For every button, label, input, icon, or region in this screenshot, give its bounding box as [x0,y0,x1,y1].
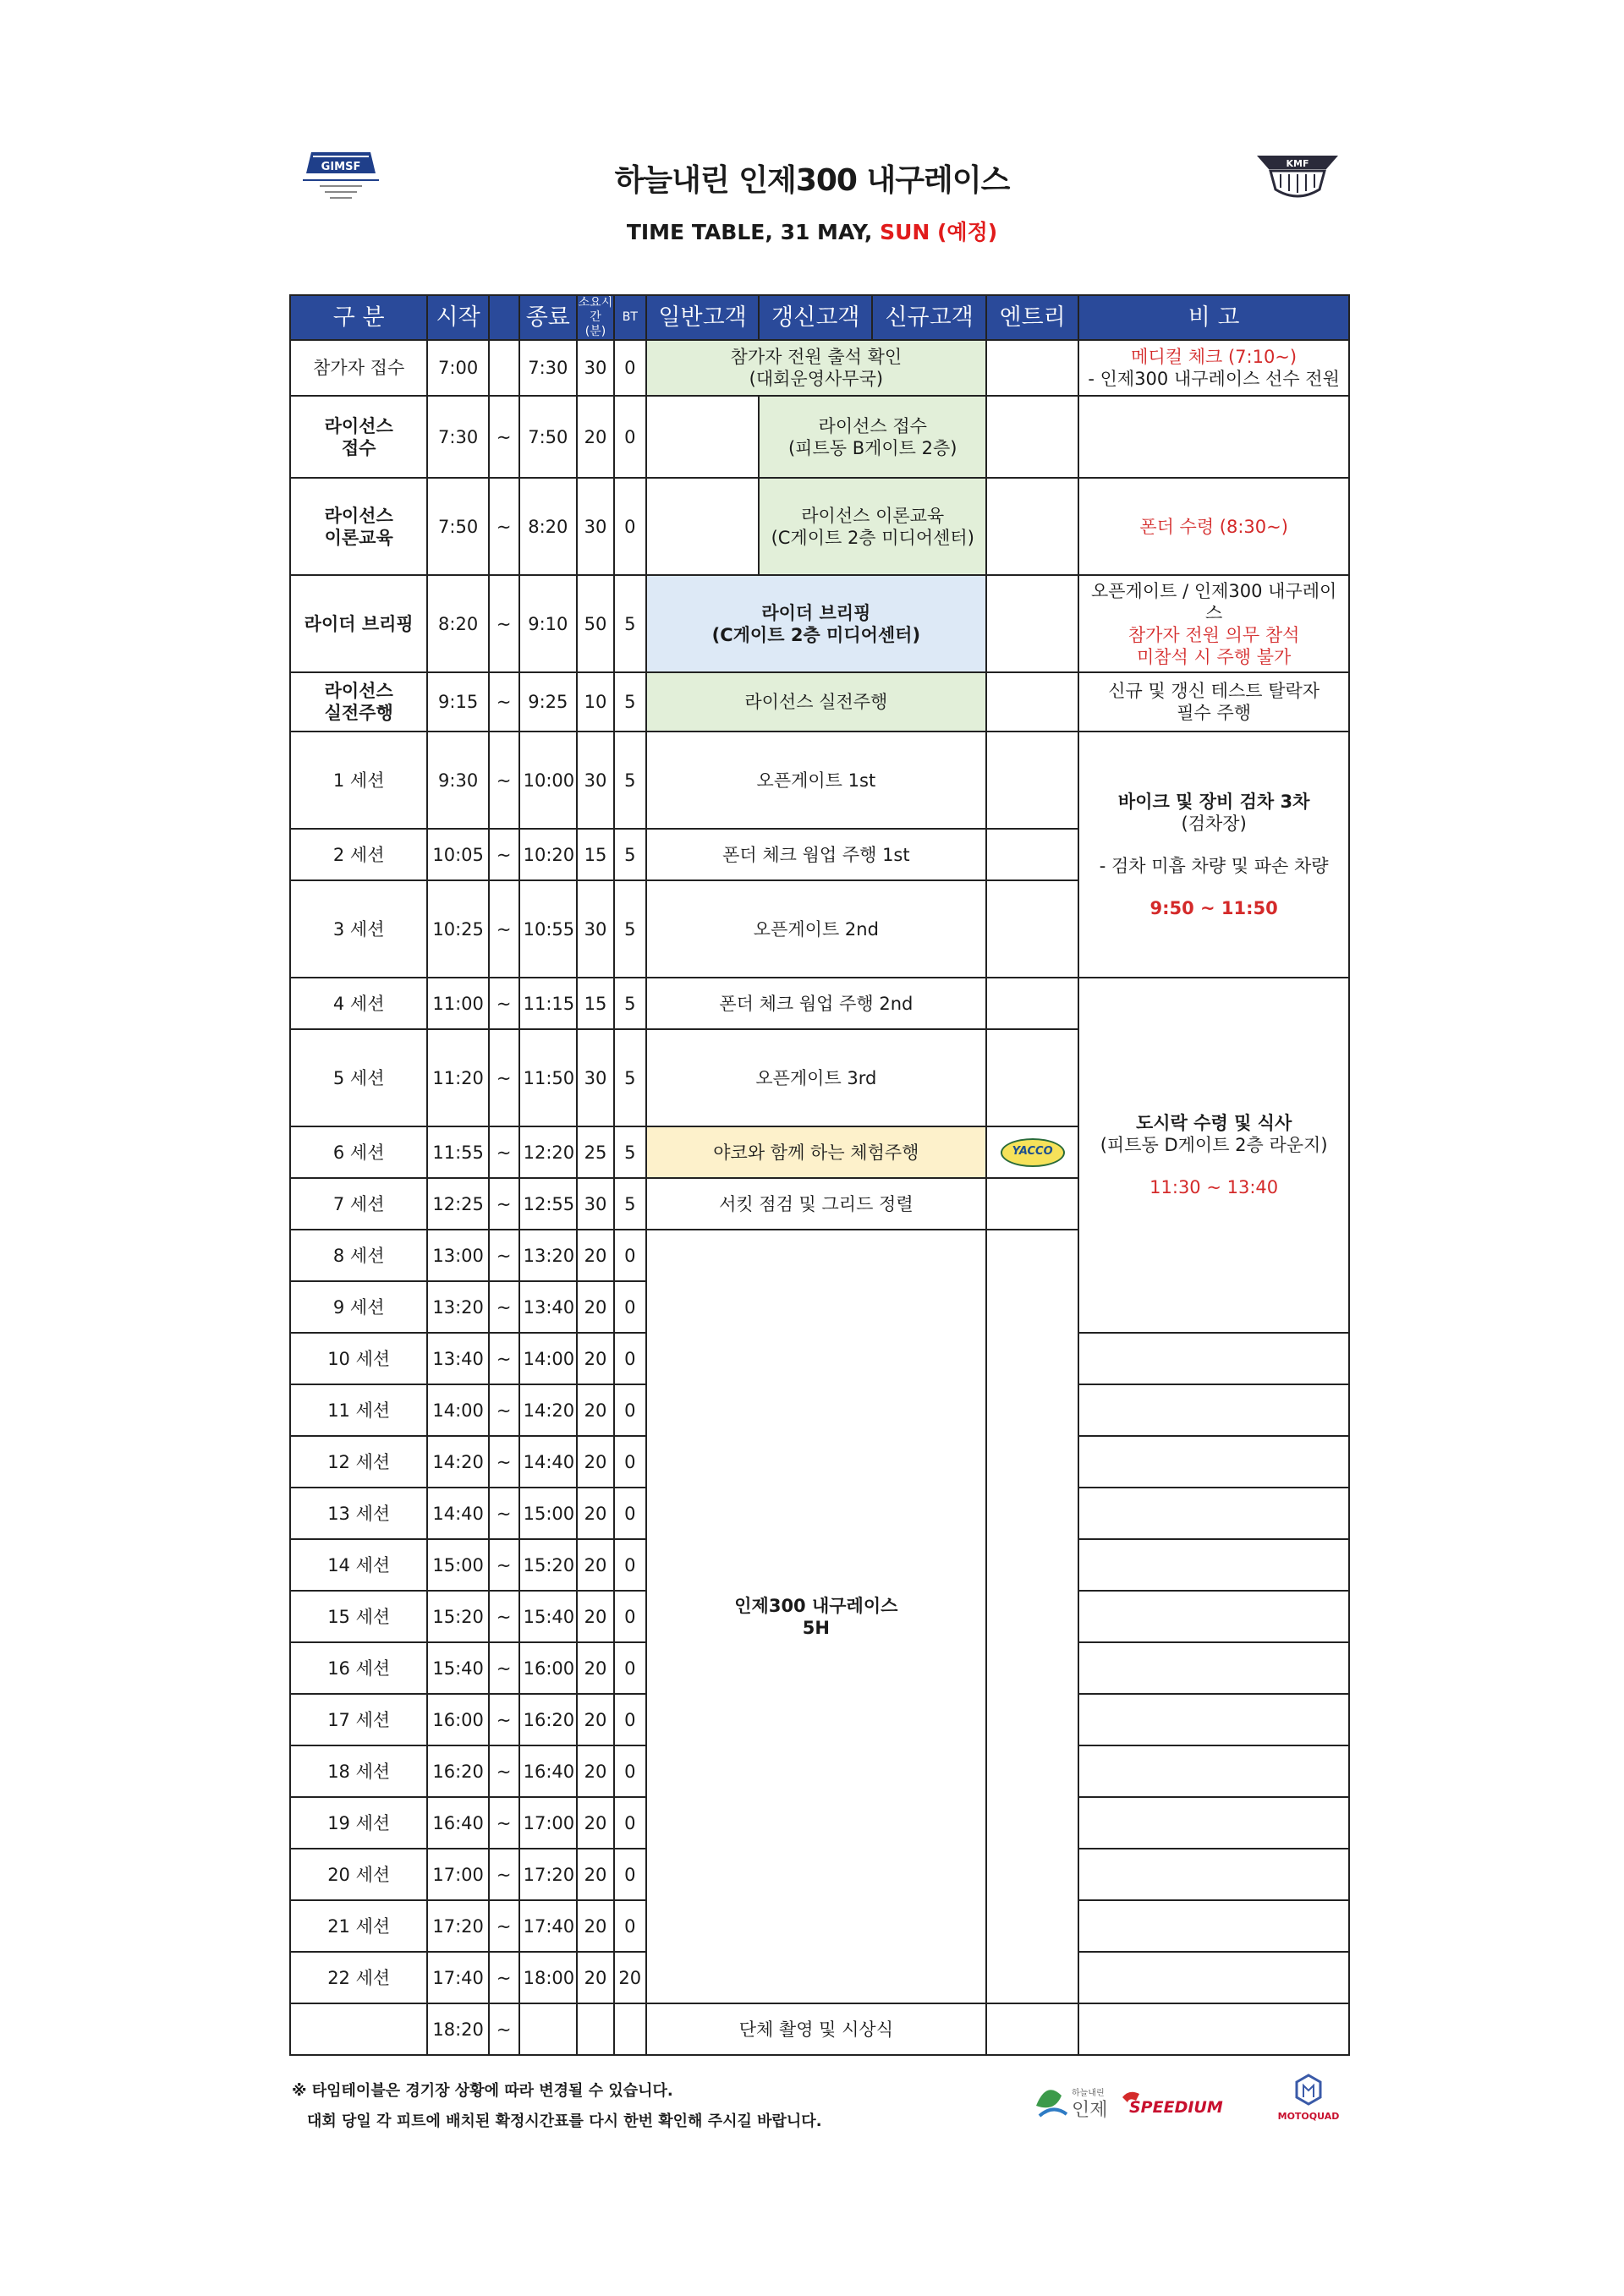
col-renewal: 갱신고객 [759,295,872,340]
cell-start: 10:25 [427,880,489,978]
svg-text:MOTOQUAD: MOTOQUAD [1277,2111,1340,2122]
cell-note [1078,1745,1349,1797]
cell-bt: 5 [614,672,646,732]
cell-end: 8:20 [519,478,577,575]
cell-category: 20 세션 [290,1849,427,1900]
cell-sep: ~ [489,880,519,978]
note-medical: 메디컬 체크 (7:10~) [1131,347,1298,367]
cell-bt: 20 [614,1952,646,2003]
cell-sep: ~ [489,1900,519,1952]
cell-category: 3 세션 [290,880,427,978]
col-bt: BT [614,295,646,340]
cell-category: 17 세션 [290,1694,427,1745]
cell-duration: 20 [577,1797,614,1849]
cell-entry [986,1178,1078,1230]
cell-end: 9:25 [519,672,577,732]
cell-end: 7:50 [519,396,577,478]
table-row [290,978,1349,1029]
cell-end: 16:20 [519,1694,577,1745]
cell-activity: 폰더 체크 웜업 주행 1st [646,829,986,880]
cell-sep: ~ [489,1797,519,1849]
cell-entry [986,340,1078,396]
cell-duration: 30 [577,478,614,575]
cell-duration: 20 [577,1384,614,1436]
header-row [290,295,1349,340]
svg-text:GIMSF: GIMSF [321,161,361,173]
cell-category [290,2003,427,2055]
cell-end: 14:40 [519,1436,577,1488]
cell-duration: 20 [577,1694,614,1745]
cell-end: 12:20 [519,1126,577,1178]
svg-text:인제: 인제 [1072,2100,1108,2121]
table-row [290,478,1349,575]
cell-category: 라이선스 이론교육 [290,478,427,575]
lunch-title: 도시락 수령 및 식사 [1136,1113,1292,1133]
cell-sep: ~ [489,1126,519,1178]
cell-start: 17:00 [427,1849,489,1900]
cell-end: 14:00 [519,1333,577,1384]
cell-category: 18 세션 [290,1745,427,1797]
cell-note [1078,1694,1349,1745]
sponsor-logos [1028,2072,1349,2131]
page-subtitle [0,216,1624,246]
cell-sep: ~ [489,478,519,575]
cell-start: 17:20 [427,1900,489,1952]
cell-start: 18:20 [427,2003,489,2055]
cell-activity: 단체 촬영 및 시상식 [646,2003,986,2055]
inspection-note: - 검차 미흡 차량 및 파손 차량 [1099,855,1329,876]
cell-duration: 20 [577,1849,614,1900]
cell-start: 15:20 [427,1591,489,1642]
inspection-title: 바이크 및 장비 검차 3차 [1117,791,1310,812]
cell-start: 8:20 [427,575,489,672]
cell-category: 2 세션 [290,829,427,880]
cell-bt: 5 [614,978,646,1029]
cell-end: 15:00 [519,1488,577,1539]
svg-text:하늘내린: 하늘내린 [1072,2089,1105,2098]
cell-start: 11:00 [427,978,489,1029]
cell-bt: 0 [614,1849,646,1900]
cell-sep: ~ [489,1745,519,1797]
cell-category: 4 세션 [290,978,427,1029]
motoquad-logo [1278,2075,1340,2122]
note-briefing: 오픈게이트 / 인제300 내구레이스 [1090,580,1337,623]
cell-end [519,2003,577,2055]
cell-sep: ~ [489,1178,519,1230]
cell-category: 12 세션 [290,1436,427,1488]
cell-sep: ~ [489,978,519,1029]
cell-start: 9:15 [427,672,489,732]
cell-sep: ~ [489,575,519,672]
cell-general [646,478,760,575]
cell-entry [986,396,1078,478]
cell-note [1078,2003,1349,2055]
table-row [290,575,1349,672]
cell-bt [614,2003,646,2055]
cell-start: 14:40 [427,1488,489,1539]
col-entry: 엔트리 [986,295,1078,340]
cell-duration: 20 [577,1745,614,1797]
cell-note-lunch [1078,978,1349,1333]
cell-duration: 30 [577,1029,614,1126]
cell-bt: 5 [614,1029,646,1126]
cell-activity: 참가자 전원 출석 확인 (대회운영사무국) [646,340,986,396]
cell-activity: 라이선스 접수 (피트동 B게이트 2층) [759,396,986,478]
footer-note-line1: ※ 타임테이블은 경기장 상황에 따라 변경될 수 있습니다. [292,2082,673,2100]
cell-duration: 20 [577,1281,614,1333]
cell-duration: 20 [577,1952,614,2003]
cell-note [1078,1952,1349,2003]
cell-race: 인제300 내구레이스 5H [646,1230,986,2003]
cell-start: 14:00 [427,1384,489,1436]
page-title: 하늘내린 인제300 내구레이스 [614,163,1010,198]
cell-activity: 오픈게이트 3rd [646,1029,986,1126]
cell-end: 10:00 [519,732,577,829]
note-briefing-required: 참가자 전원 의무 참석 미참석 시 주행 불가 [1127,624,1300,667]
cell-end: 18:00 [519,1952,577,2003]
cell-sep: ~ [489,1436,519,1488]
cell-sep: ~ [489,1849,519,1900]
cell-duration: 30 [577,1178,614,1230]
cell-duration: 20 [577,1642,614,1694]
cell-entry [986,2003,1078,2055]
cell-note [1078,575,1349,672]
cell-end: 13:20 [519,1230,577,1281]
cell-activity: 폰더 체크 웜업 주행 2nd [646,978,986,1029]
cell-bt: 0 [614,1900,646,1952]
cell-bt: 5 [614,575,646,672]
cell-end: 7:30 [519,340,577,396]
note-medical-sub: - 인제300 내구레이스 선수 전원 [1088,369,1340,389]
cell-category: 6 세션 [290,1126,427,1178]
subtitle-text: TIME TABLE, 31 MAY, [626,220,881,244]
cell-start: 15:40 [427,1642,489,1694]
cell-start: 7:30 [427,396,489,478]
cell-entry [986,829,1078,880]
cell-note [1078,1384,1349,1436]
cell-category: 참가자 접수 [290,340,427,396]
table-row [290,340,1349,396]
cell-category: 7 세션 [290,1178,427,1230]
cell-note [1078,1436,1349,1488]
svg-text:SPEEDIUM: SPEEDIUM [1129,2098,1223,2117]
cell-bt: 0 [614,1333,646,1384]
cell-note [1078,396,1349,478]
lunch-place: (피트동 D게이트 2층 라운지) [1100,1135,1328,1155]
subtitle-day: SUN (예정) [880,220,998,244]
cell-category: 21 세션 [290,1900,427,1952]
cell-note: 신규 및 갱신 테스트 탈락자 필수 주행 [1078,672,1349,732]
cell-start: 9:30 [427,732,489,829]
cell-bt: 5 [614,732,646,829]
cell-category: 9 세션 [290,1281,427,1333]
cell-entry [986,978,1078,1029]
cell-duration [577,2003,614,2055]
cell-bt: 0 [614,1281,646,1333]
cell-sep: ~ [489,396,519,478]
cell-end: 14:20 [519,1384,577,1436]
cell-category: 13 세션 [290,1488,427,1539]
cell-sep: ~ [489,1384,519,1436]
cell-sep: ~ [489,1230,519,1281]
cell-start: 11:55 [427,1126,489,1178]
cell-bt: 5 [614,1178,646,1230]
cell-bt: 0 [614,340,646,396]
cell-entry [986,1029,1078,1126]
cell-sep: ~ [489,1029,519,1126]
cell-sep: ~ [489,672,519,732]
cell-bt: 0 [614,1488,646,1539]
cell-start: 14:20 [427,1436,489,1488]
cell-end: 13:40 [519,1281,577,1333]
cell-duration: 15 [577,829,614,880]
cell-entry [986,880,1078,978]
timetable [289,294,1350,2056]
cell-duration: 20 [577,1539,614,1591]
cell-bt: 0 [614,1797,646,1849]
cell-category: 5 세션 [290,1029,427,1126]
cell-duration: 20 [577,1230,614,1281]
cell-duration: 50 [577,575,614,672]
cell-note [1078,1488,1349,1539]
cell-note [1078,1900,1349,1952]
cell-note-inspection [1078,732,1349,978]
cell-duration: 20 [577,1436,614,1488]
cell-sep: ~ [489,1281,519,1333]
cell-start: 13:40 [427,1333,489,1384]
yacco-logo: YACCO [1001,1138,1065,1167]
cell-start: 13:20 [427,1281,489,1333]
cell-activity: 오픈게이트 2nd [646,880,986,978]
cell-sep: ~ [489,1952,519,2003]
table-row [290,396,1349,478]
cell-category: 라이선스 접수 [290,396,427,478]
cell-bt: 0 [614,396,646,478]
cell-sep: ~ [489,1333,519,1384]
cell-bt: 5 [614,829,646,880]
cell-activity: 야코와 함께 하는 체험주행 [646,1126,986,1178]
cell-start: 10:05 [427,829,489,880]
cell-category: 16 세션 [290,1642,427,1694]
cell-entry [986,732,1078,829]
cell-category: 14 세션 [290,1539,427,1591]
cell-duration: 20 [577,1488,614,1539]
cell-start: 7:50 [427,478,489,575]
cell-duration: 30 [577,880,614,978]
cell-sep: ~ [489,732,519,829]
cell-entry [986,575,1078,672]
cell-start: 16:20 [427,1745,489,1797]
cell-end: 16:40 [519,1745,577,1797]
table-row [290,2003,1349,2055]
cell-bt: 5 [614,1126,646,1178]
cell-activity: 오픈게이트 1st [646,732,986,829]
cell-bt: 0 [614,1642,646,1694]
cell-start: 7:00 [427,340,489,396]
cell-bt: 5 [614,880,646,978]
cell-note [1078,340,1349,396]
cell-end: 17:00 [519,1797,577,1849]
cell-sep: ~ [489,1488,519,1539]
cell-activity: 라이선스 이론교육 (C게이트 2층 미디어센터) [759,478,986,575]
cell-category: 15 세션 [290,1591,427,1642]
cell-activity: 라이더 브리핑 (C게이트 2층 미디어센터) [646,575,986,672]
col-note: 비 고 [1078,295,1349,340]
inspection-place: (검차장) [1181,813,1247,834]
cell-note [1078,1642,1349,1694]
cell-duration: 25 [577,1126,614,1178]
col-general: 일반고객 [646,295,760,340]
cell-end: 17:20 [519,1849,577,1900]
cell-end: 15:40 [519,1591,577,1642]
cell-duration: 15 [577,978,614,1029]
cell-bt: 0 [614,478,646,575]
table-row [290,672,1349,732]
cell-start: 12:25 [427,1178,489,1230]
col-start: 시작 [427,295,489,340]
cell-entry [986,1126,1078,1178]
cell-start: 17:40 [427,1952,489,2003]
cell-end: 10:20 [519,829,577,880]
cell-category: 19 세션 [290,1797,427,1849]
cell-note [1078,1333,1349,1384]
cell-note [1078,1591,1349,1642]
cell-duration: 30 [577,732,614,829]
table-row [290,732,1349,829]
cell-end: 16:00 [519,1642,577,1694]
cell-category: 8 세션 [290,1230,427,1281]
cell-end: 17:40 [519,1900,577,1952]
cell-duration: 30 [577,340,614,396]
cell-start: 16:40 [427,1797,489,1849]
cell-category: 라이더 브리핑 [290,575,427,672]
cell-activity: 서킷 점검 및 그리드 정렬 [646,1178,986,1230]
cell-sep [489,340,519,396]
col-sep [489,295,519,340]
cell-sep: ~ [489,1539,519,1591]
cell-category: 라이선스 실전주행 [290,672,427,732]
cell-bt: 0 [614,1539,646,1591]
speedium-logo [1122,2092,1223,2117]
col-category: 구 분 [290,295,427,340]
cell-note [1078,1797,1349,1849]
cell-sep: ~ [489,2003,519,2055]
cell-duration: 20 [577,1333,614,1384]
footer-note [292,2076,822,2137]
cell-entry [986,478,1078,575]
cell-category: 11 세션 [290,1384,427,1436]
cell-duration: 20 [577,1591,614,1642]
inje-logo [1036,2087,1108,2121]
col-duration: 소요시간 (분) [578,296,613,338]
cell-end: 12:55 [519,1178,577,1230]
footer-note-line2: 대회 당일 각 피트에 배치된 확정시간표를 다시 한번 확인해 주시길 바랍니다. [307,2112,822,2130]
cell-entry [986,672,1078,732]
cell-bt: 0 [614,1384,646,1436]
cell-category: 10 세션 [290,1333,427,1384]
col-new: 신규고객 [872,295,986,340]
cell-bt: 0 [614,1436,646,1488]
cell-sep: ~ [489,829,519,880]
cell-sep: ~ [489,1642,519,1694]
cell-note: 폰더 수령 (8:30~) [1078,478,1349,575]
cell-bt: 0 [614,1694,646,1745]
cell-sep: ~ [489,1694,519,1745]
cell-end: 11:15 [519,978,577,1029]
cell-start: 11:20 [427,1029,489,1126]
lunch-time: 11:30 ~ 13:40 [1149,1177,1279,1197]
svg-text:KMF: KMF [1286,158,1309,169]
col-end: 종료 [519,295,577,340]
cell-end: 10:55 [519,880,577,978]
cell-end: 9:10 [519,575,577,672]
cell-sep: ~ [489,1591,519,1642]
cell-entry-race [986,1230,1078,2003]
cell-duration: 20 [577,396,614,478]
cell-category: 1 세션 [290,732,427,829]
cell-activity: 라이선스 실전주행 [646,672,986,732]
cell-bt: 0 [614,1745,646,1797]
cell-bt: 0 [614,1230,646,1281]
cell-duration: 20 [577,1900,614,1952]
inspection-time: 9:50 ~ 11:50 [1149,897,1278,918]
cell-start: 16:00 [427,1694,489,1745]
cell-start: 15:00 [427,1539,489,1591]
cell-note [1078,1849,1349,1900]
cell-end: 11:50 [519,1029,577,1126]
cell-start: 13:00 [427,1230,489,1281]
cell-general [646,396,760,478]
cell-category: 22 세션 [290,1952,427,2003]
cell-end: 15:20 [519,1539,577,1591]
cell-duration: 10 [577,672,614,732]
cell-note [1078,1539,1349,1591]
cell-bt: 0 [614,1591,646,1642]
